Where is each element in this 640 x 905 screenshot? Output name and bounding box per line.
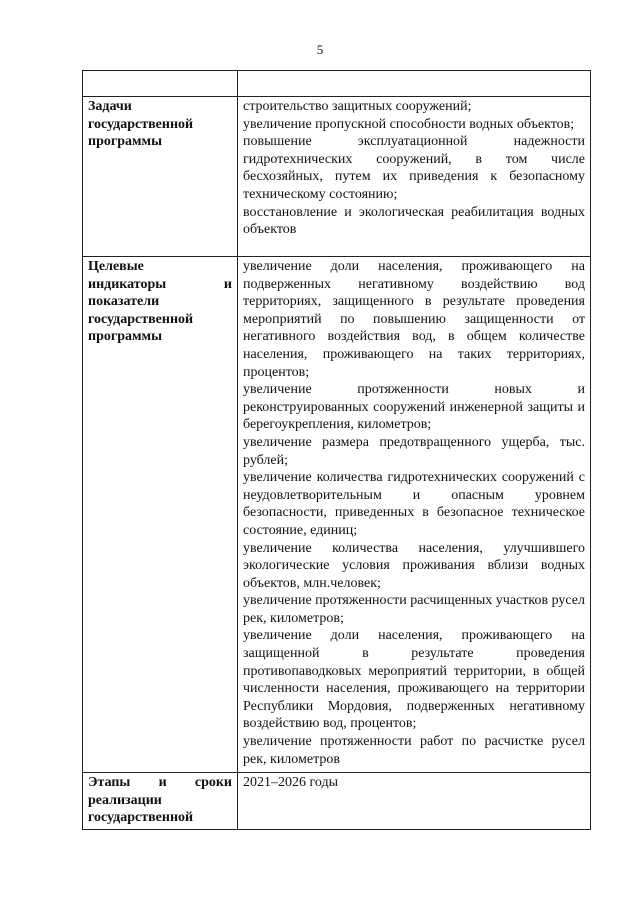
page-number: 5 — [316, 42, 324, 57]
task-item: восстановление и экологическая реабилитация водных объектов — [243, 204, 585, 238]
label-line: реализации — [88, 792, 162, 808]
stages-period: 2021–2026 годы — [243, 775, 339, 790]
task-item: строительство защитных сооружений; — [243, 99, 472, 114]
table-row-tasks — [83, 97, 591, 257]
row-value-tasks — [238, 97, 591, 257]
row-label-tasks — [83, 97, 238, 257]
indicator-item: увеличение размера предотвращенного ущерба, тыс. рублей; — [243, 434, 585, 468]
table-row-indicators — [83, 257, 591, 773]
label-line: государственной — [88, 810, 194, 826]
label-line: программы — [88, 329, 162, 345]
row-value-indicators — [238, 257, 591, 773]
table-header-row — [83, 71, 591, 97]
task-item: увеличение пропускной способности водных объектов; — [243, 116, 575, 132]
row-label-indicators — [83, 257, 238, 773]
indicator-item: увеличение протяженности новых и реконструированных сооружений инженерной защиты и берегоукрепления, километров; — [243, 382, 585, 433]
label-line: Задачи — [88, 99, 132, 114]
indicator-item: увеличение доли населения, проживающего на подверженных негативному воздействию вод территориях, защищенного в результате проведения мероприятий по повышению защищенности от негативного воздействия вод, в общем количестве населения, проживающего на таких территориях, процентов; — [243, 259, 585, 380]
row-value-stages — [238, 773, 591, 830]
task-item: повышение эксплуатационной надежности гидротехнических сооружений, в том числе бесхозяйных, путем их приведения к безопасному техническому состоянию; — [243, 134, 585, 202]
program-passport-table — [82, 70, 591, 830]
indicator-item: увеличение количества населения, улучшившего экологические условия проживания вблизи водных объектов, млн.человек; — [243, 540, 585, 591]
header-cell-right — [238, 71, 591, 97]
indicator-item: увеличение количества гидротехнических сооружений с неудовлетворительным и опасным уровнем безопасности, приведенных в безопасное техническое состояние, единиц; — [243, 470, 585, 538]
table-row-stages — [83, 773, 591, 830]
label-line: программы — [88, 134, 162, 150]
header-cell-left — [83, 71, 238, 97]
label-line: Целевые — [88, 259, 144, 274]
indicator-item: увеличение протяженности расчищенных участков русел рек, километров; — [243, 593, 585, 626]
label-line: Этапы и сроки — [88, 775, 232, 790]
label-line: государственной — [88, 116, 194, 132]
row-label-stages — [83, 773, 238, 830]
indicator-item: увеличение доли населения, проживающего на защищенной в результате проведения противопаводковых мероприятий территории, в общей численности населения, проживающего на территории Республики Мордовия, подверженных негативному воздействию вод, процентов; — [243, 628, 585, 732]
label-line: показатели — [88, 294, 160, 310]
indicator-item: увеличение протяженности работ по расчистке русел рек, километров — [243, 734, 585, 767]
label-line: индикаторы и — [88, 276, 232, 292]
label-line: государственной — [88, 311, 194, 327]
